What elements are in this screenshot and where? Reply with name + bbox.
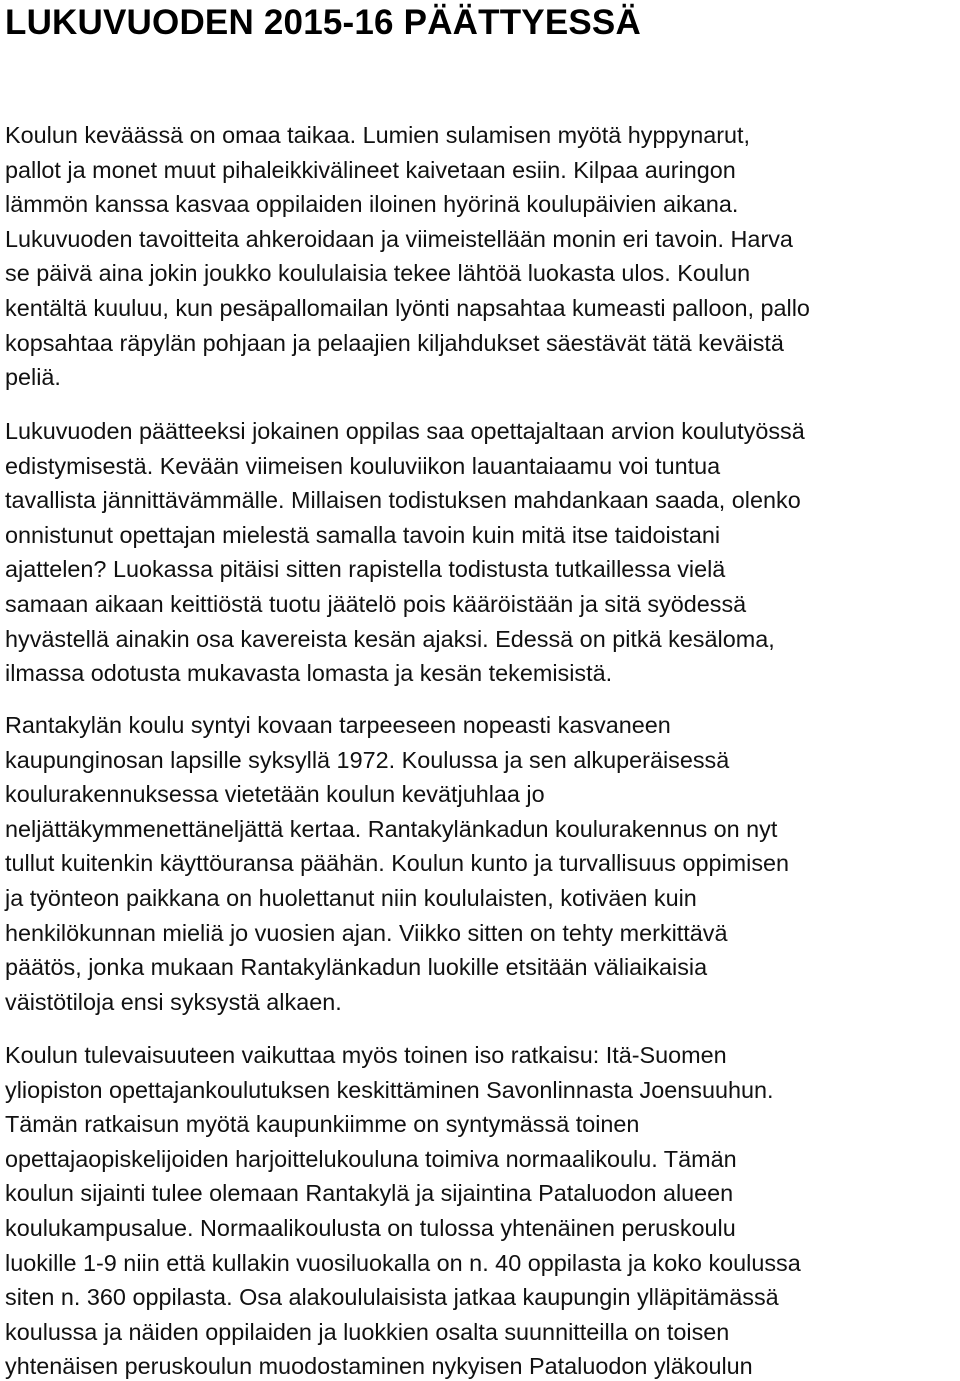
text-line: ja työnteon paikkana on huolettanut niin koululaisten, kotiväen kuin [5, 884, 697, 911]
text-line: Lukuvuoden tavoitteita ahkeroidaan ja viimeistellään monin eri tavoin. Harva [5, 225, 793, 252]
text-line: tavallista jännittävämmälle. Millaisen todistuksen mahdankaan saada, olenko [5, 487, 801, 514]
text-line: edistymisestä. Kevään viimeisen kouluviikon lauantaiaamu voi tuntua [5, 452, 721, 479]
text-line: peliä. [5, 364, 61, 391]
text-line: Tämän ratkaisun myötä kaupunkiimme on syntymässä toinen [5, 1111, 640, 1138]
paragraph-school-future [5, 1038, 801, 1381]
text-line: kopsahtaa räpylän pohjaan ja pelaajien kiljahdukset säestävät tätä keväistä [5, 329, 784, 356]
text-line: yliopiston opettajankoulutuksen keskittäminen Savonlinnasta Joensuuhun. [5, 1076, 774, 1103]
text-line: onnistunut opettajan mielestä samalla tavoin kuin mitä itse taidoistani [5, 521, 721, 548]
text-line: koulurakennuksessa vietetään koulun kevätjuhlaa jo [5, 781, 545, 808]
text-line: luokille 1-9 niin että kullakin vuosiluokalla on n. 40 oppilasta ja koko koulussa [5, 1249, 801, 1276]
text-line: kentältä kuuluu, kun pesäpallomailan lyönti napsahtaa kumeasti palloon, pallo [5, 294, 810, 321]
text-line: siten n. 360 oppilasta. Osa alakoululaisista jatkaa kaupungin ylläpitämässä [5, 1284, 779, 1311]
text-line: tullut kuitenkin käyttöuransa päähän. Koulun kunto ja turvallisuus oppimisen [5, 850, 790, 877]
text-line: Rantakylän koulu syntyi kovaan tarpeeseen nopeasti kasvaneen [5, 712, 671, 738]
text-line: koulukampusalue. Normaalikoulusta on tulossa yhtenäinen peruskoulu [5, 1214, 736, 1241]
text-line: ilmassa odotusta mukavasta lomasta ja kesän tekemisistä. [5, 660, 613, 687]
text-line: samaan aikaan keittiöstä tuotu jäätelö pois kääröistään ja sitä syödessä [5, 590, 747, 617]
text-line: Koulun keväässä on omaa taikaa. Lumien sulamisen myötä hyppynarut, [5, 122, 751, 148]
text-line: neljättäkymmenettäneljättä kertaa. Rantakylänkadun koulurakennus on nyt [5, 815, 778, 842]
paragraph-school-history [5, 708, 789, 1019]
text-line: se päivä aina jokin joukko koululaisia tekee lähtöä luokasta ulos. Koulun [5, 260, 751, 287]
text-line: henkilökunnan mieliä jo vuosien ajan. Viikko sitten on tehty merkittävä [5, 919, 728, 946]
text-line: kaupunginosan lapsille syksyllä 1972. Koulussa ja sen alkuperäisessä [5, 746, 730, 773]
paragraph-spring [5, 118, 810, 395]
document-title: LUKUVUODEN 2015-16 PÄÄTTYESSÄ [5, 3, 641, 42]
text-line: hyvästellä ainakin osa kavereista kesän ajaksi. Edessä on pitkä kesäloma, [5, 625, 775, 652]
text-line: opettajaopiskelijoiden harjoittelukouluna toimiva normaalikoulu. Tämän [5, 1145, 737, 1172]
text-line: ajattelen? Luokassa pitäisi sitten rapistella todistusta tutkaillessa vielä [5, 556, 726, 583]
text-line: koulussa ja näiden oppilaiden ja luokkien osalta suunnitteilla on toisen [5, 1318, 730, 1345]
text-line: pallot ja monet muut pihaleikkivälineet kaivetaan esiin. Kilpaa auringon [5, 156, 736, 183]
text-line: Lukuvuoden päätteeksi jokainen oppilas saa opettajaltaan arvion koulutyössä [5, 418, 805, 444]
text-line: yhtenäisen peruskoulun muodostaminen nykyisen Pataluodon yläkoulun [5, 1353, 753, 1380]
paragraph-report-card [5, 414, 805, 691]
text-line: päätös, jonka mukaan Rantakylänkadun luokille etsitään väliaikaisia [5, 954, 708, 981]
text-line: väistötiloja ensi syksystä alkaen. [5, 988, 342, 1015]
text-line: Koulun tulevaisuuteen vaikuttaa myös toinen iso ratkaisu: Itä-Suomen [5, 1042, 727, 1068]
text-line: lämmön kanssa kasvaa oppilaiden iloinen hyörinä koulupäivien aikana. [5, 191, 739, 218]
text-line: koulun sijainti tulee olemaan Rantakylä ja sijaintina Pataluodon alueen [5, 1180, 734, 1207]
